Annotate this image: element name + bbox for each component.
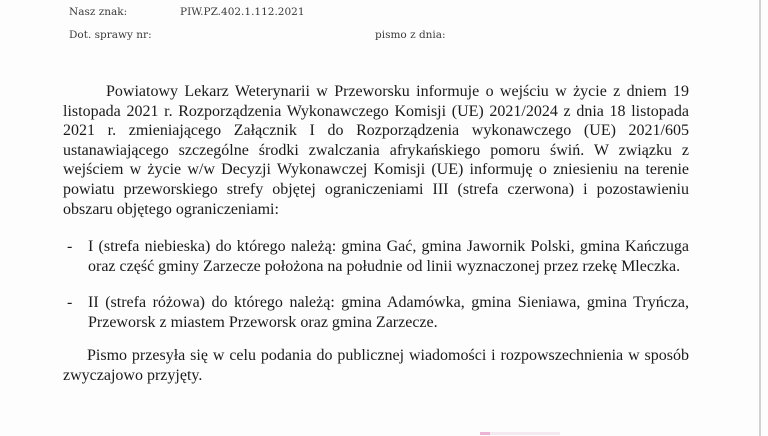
- case-number-label: Dot. sprawy nr:: [69, 29, 152, 41]
- list-dash: -: [67, 238, 73, 255]
- zone-item-text: I (strefa niebieska) do którego należą: gmina Gać, gmina Jawornik Polski, gmina Kańczuga oraz część gminy Zarzecze położona na południe od linii wyznaczonej przez rzekę Mleczka.: [88, 238, 689, 275]
- zone-item-text: II (strefa różowa) do którego należą: gmina Adamówka, gmina Sieniawa, gmina Tryńcza, Przeworsk z miastem Przeworsk oraz gmina Zarzecze.: [88, 294, 689, 331]
- letter-body: [63, 82, 689, 219]
- page-edge-divider: [759, 0, 761, 436]
- closing-block: [63, 346, 689, 385]
- zone-item-blue: [63, 237, 689, 276]
- letter-date-label: pismo z dnia:: [375, 29, 446, 41]
- zone-list-2: [63, 293, 689, 332]
- our-reference-label: Nasz znak:: [69, 6, 128, 18]
- zone-item-pink: [63, 293, 689, 332]
- closing-paragraph: Pismo przesyła się w celu podania do publicznej wiadomości i rozpowszechnienia w sposób zwyczajowo przyjęty.: [63, 347, 689, 384]
- stamp-fragment: [480, 432, 560, 435]
- list-dash: -: [67, 294, 73, 311]
- main-paragraph: Powiatowy Lekarz Weterynarii w Przeworsku informuje o wejściu w życie z dniem 19 listopada 2021 r. Rozporządzenia Wykonawczego Komisji (UE) 2021/2024 z dnia 18 listopada 2021 r. zmieniającego Załącznik I do Rozporządzenia wykonawczego (UE) 2021/605 ustanawiającego szczególne środki zwalczania afrykańskiego pomoru świń. W związku z wejściem w życie w/w Decyzji Wykonawczej Komisji (UE) informuję o zniesieniu na terenie powiatu przeworskiego strefy objętej ograniczeniami III (strefa czerwona) i pozostawieniu obszaru objętego ograniczeniami:: [63, 83, 689, 218]
- our-reference-value: PIW.PZ.402.1.112.2021: [180, 6, 305, 18]
- zone-list: [63, 237, 689, 276]
